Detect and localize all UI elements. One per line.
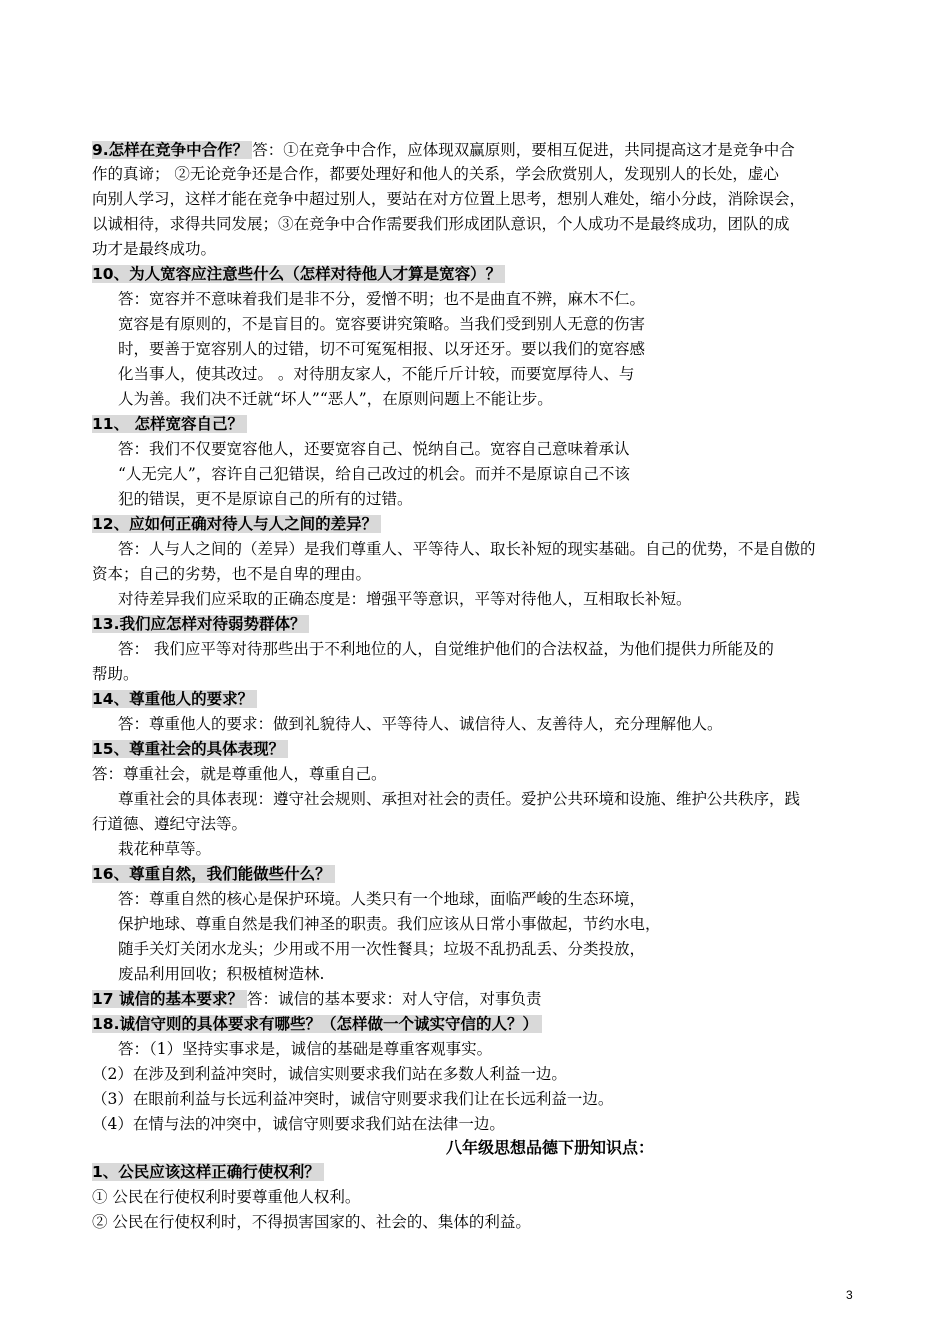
q18-title: 18.诚信守则的具体要求有哪些？（怎样做一个诚实守信的人？） (92, 1015, 542, 1033)
q18-line-1 (118, 1037, 492, 1061)
q18-line-4 (92, 1112, 505, 1136)
q15-heading (92, 737, 288, 761)
q11-line-2 (118, 462, 630, 486)
q12-answer-line-1: 答：人与人之间的（差异）是我们尊重人、平等待人、取长补短的现实基础。自己的优势，不是自傲的 (118, 540, 816, 558)
q13-title: 13.我们应怎样对待弱势群体？ (92, 615, 309, 633)
q9-answer-line-4: 以诚相待，求得共同发展；③在竞争中合作需要我们形成团队意识，个人成功不是最终成功，团队的成 (92, 215, 790, 233)
q10-answer-line-2: 宽容是有原则的，不是盲目的。宽容要讲究策略。当我们受到别人无意的伤害 (118, 315, 646, 333)
q11-answer-line-3: 犯的错误，更不是原谅自己的所有的过错。 (118, 490, 413, 508)
section-title: 八年级思想品德下册知识点： (445, 1138, 654, 1157)
q18-answer-line-4: （4）在情与法的冲突中，诚信守则要求我们站在法律一边。 (92, 1115, 505, 1133)
q10-line-2 (118, 312, 645, 336)
q9-line-4 (92, 212, 790, 236)
s1-answer-line-2: ② 公民在行使权利时，不得损害国家的、社会的、集体的利益。 (92, 1213, 531, 1231)
q10-line-5 (118, 387, 553, 411)
q11-answer-line-1: 答：我们不仅要宽容他人，还要宽容自己、悦纳自己。宽容自己意味着承认 (118, 440, 630, 458)
q13-answer-line-2: 帮助。 (92, 665, 139, 683)
q18-answer-line-1: 答：（1）坚持实事求是，诚信的基础是尊重客观事实。 (118, 1040, 493, 1058)
q12-answer-line-3: 对待差异我们应采取的正确态度是：增强平等意识，平等对待他人，互相取长补短。 (118, 590, 692, 608)
q9-line-2 (92, 162, 779, 186)
q16-heading (92, 862, 335, 886)
s1-answer-line-1: ① 公民在行使权利时要尊重他人权利。 (92, 1188, 361, 1206)
q10-answer-line-4: 化当事人，使其改过。 。对待朋友家人，不能斤斤计较，而要宽厚待人、与 (118, 365, 635, 383)
q13-line-1 (118, 637, 774, 661)
q15-line-4 (118, 837, 211, 861)
q12-answer-line-2: 资本；自己的劣势，也不是自卑的理由。 (92, 565, 372, 583)
q9-title: 9.怎样在竞争中合作？ (92, 141, 252, 159)
q15-answer-line-4: 栽花种草等。 (118, 840, 212, 858)
q16-line-4 (118, 962, 324, 986)
q12-line-3 (118, 587, 692, 611)
q16-line-3 (118, 937, 645, 961)
q16-answer-line-2: 保护地球、尊重自然是我们神圣的职责。我们应该从日常小事做起，节约水电， (118, 915, 661, 933)
q16-title: 16、尊重自然，我们能做些什么？ (92, 865, 335, 883)
q12-line-2 (92, 562, 371, 586)
q10-line-3 (118, 337, 645, 361)
q11-line-3 (118, 487, 413, 511)
q10-line-4 (118, 362, 634, 386)
q18-heading (92, 1012, 542, 1036)
q18-answer-line-2: （2）在涉及到利益冲突时，诚信实则要求我们站在多数人利益一边。 (92, 1065, 567, 1083)
q10-answer-line-3: 时，要善于宽容别人的过错，切不可冤冤相报、以牙还牙。要以我们的宽容感 (118, 340, 646, 358)
s1-line-2 (92, 1210, 531, 1234)
q17-title: 17 诚信的基本要求？ (92, 990, 247, 1008)
q14-title: 14、尊重他人的要求？ (92, 690, 257, 708)
q15-answer-line-2: 尊重社会的具体表现：遵守社会规则、承担对社会的责任。爱护公共环境和设施、维护公共秩序，践 (118, 790, 801, 808)
q18-line-2 (92, 1062, 567, 1086)
q15-line-3 (92, 812, 247, 836)
q17-answer: 答：诚信的基本要求：对人守信，对事负责 (246, 990, 542, 1008)
q16-answer-line-3: 随手关灯关闭水龙头；少用或不用一次性餐具；垃圾不乱扔乱丢、分类投放， (118, 940, 646, 958)
q11-answer-line-2: “人无完人”，容许自己犯错误，给自己改过的机会。而并不是原谅自己不该 (118, 465, 630, 483)
q18-line-3 (92, 1087, 613, 1111)
q16-line-2 (118, 912, 661, 936)
q11-heading (92, 412, 247, 436)
q10-title: 10、为人宽容应注意些什么（怎样对待他人才算是宽容）？ (92, 265, 505, 283)
q10-heading (92, 262, 505, 286)
s1-title: 1、公民应该这样正确行使权利？ (92, 1163, 324, 1181)
q14-heading (92, 687, 257, 711)
q17-line (92, 987, 541, 1011)
q9-answer-line-2: 作的真谛； ②无论竞争还是合作，都要处理好和他人的关系，学会欣赏别人，发现别人的长处，虚心 (92, 165, 779, 183)
q15-title: 15、尊重社会的具体表现？ (92, 740, 288, 758)
q10-answer-line-1: 答：宽容并不意味着我们是非不分，爱憎不明；也不是曲直不辨，麻木不仁。 (118, 290, 646, 308)
s1-line-1 (92, 1185, 360, 1209)
q16-answer-line-4: 废品利用回收；积极植树造林. (118, 965, 325, 983)
q11-line-1 (118, 437, 630, 461)
q11-title: 11、 怎样宽容自己？ (92, 415, 247, 433)
q9-answer-line-3: 向别人学习，这样才能在竞争中超过别人，要站在对方位置上思考，想别人难处，缩小分歧，消除误会， (92, 190, 806, 208)
q9-line-5 (92, 237, 216, 261)
q18-answer-line-3: （3）在眼前利益与长远利益冲突时，诚信守则要求我们让在长远利益一边。 (92, 1090, 614, 1108)
q12-line-1 (118, 537, 816, 561)
q9-line-3 (92, 187, 805, 211)
q10-answer-line-5: 人为善。我们决不迁就“坏人”“恶人”，在原则问题上不能让步。 (118, 390, 553, 408)
q12-title: 12、应如何正确对待人与人之间的差异？ (92, 515, 381, 533)
q15-answer-line-1: 答：尊重社会，就是尊重他人，尊重自己。 (92, 765, 387, 783)
q15-answer-line-3: 行道德、遵纪守法等。 (92, 815, 248, 833)
q13-line-2 (92, 662, 139, 686)
q14-answer-line-1: 答：尊重他人的要求：做到礼貌待人、平等待人、诚信待人、友善待人，充分理解他人。 (118, 715, 723, 733)
q13-answer-line-1: 答： 我们应平等对待那些出于不利地位的人，自觉维护他们的合法权益，为他们提供力所能及的 (118, 640, 774, 658)
q15-line-2 (118, 787, 800, 811)
q14-line-1 (118, 712, 723, 736)
q12-heading (92, 512, 381, 536)
q15-line-1 (92, 762, 387, 786)
q16-line-1 (118, 887, 645, 911)
q9-answer-line-5: 功才是最终成功。 (92, 240, 217, 258)
q9-line-1 (92, 138, 795, 162)
q13-heading (92, 612, 309, 636)
q9-answer-line-1: 答：①在竞争中合作，应体现双赢原则，要相互促进，共同提高这才是竞争中合 (252, 141, 795, 159)
q10-line-1 (118, 287, 645, 311)
page-number: 3 (846, 1288, 853, 1302)
q16-answer-line-1: 答：尊重自然的核心是保护环境。人类只有一个地球，面临严峻的生态环境， (118, 890, 646, 908)
s1-heading (92, 1160, 324, 1184)
